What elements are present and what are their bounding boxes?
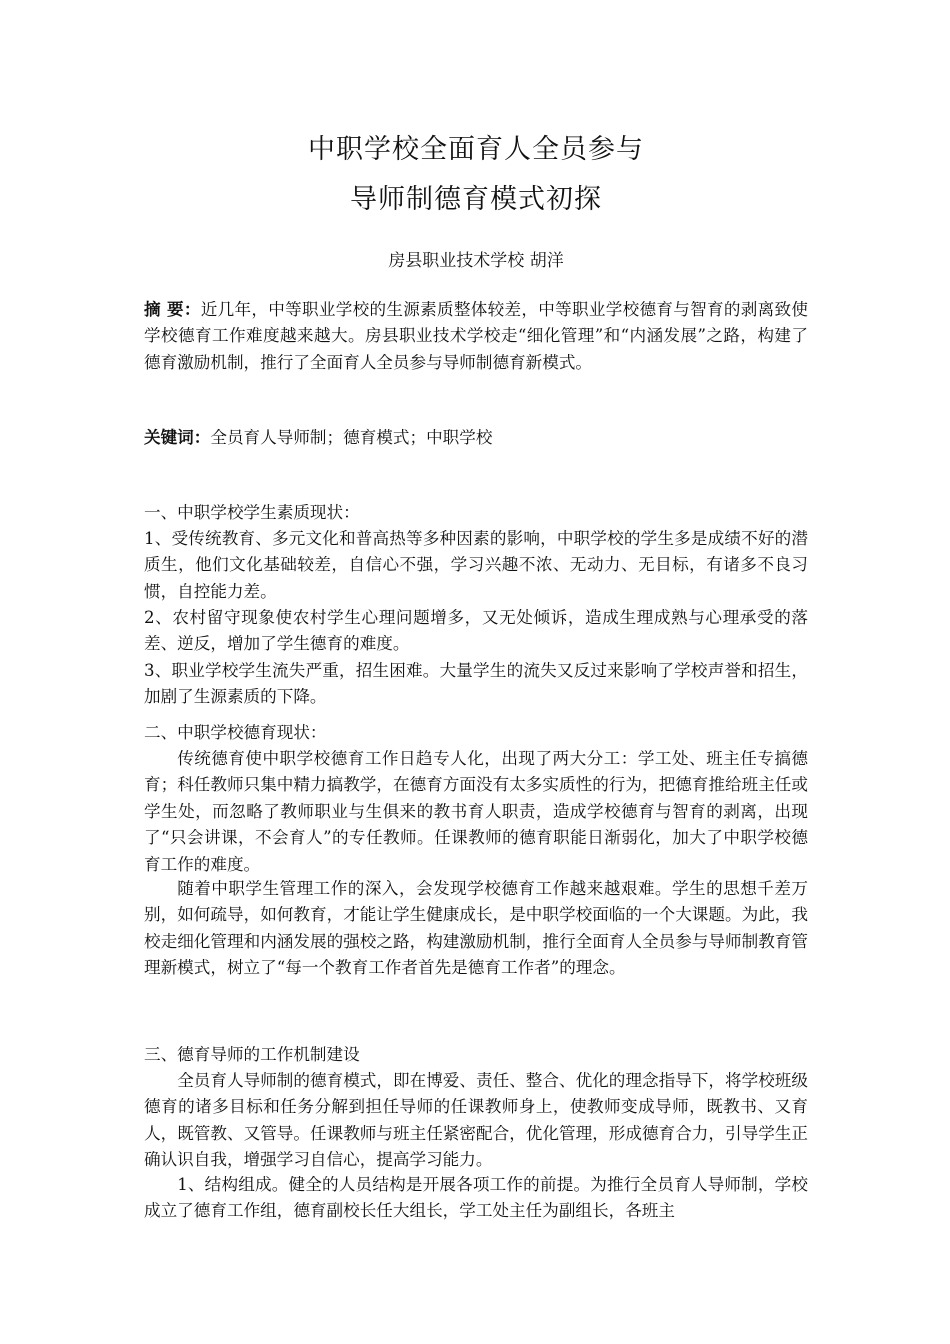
section-3-paragraph-2: 1、结构组成。健全的人员结构是开展各项工作的前提。为推行全员育人导师制，学校成立了德育工作组，德育副校长任大组长，学工处主任为副组长，各班主: [144, 1175, 808, 1221]
document-title-line-1: 中职学校全面育人全员参与: [308, 134, 644, 165]
section-1-heading: 一、中职学校学生素质现状：: [144, 503, 360, 522]
section-2-paragraph-2: 随着中职学生管理工作的深入，会发现学校德育工作越来越艰难。学生的思想千差万别，如何疏导，如何教育，才能让学生健康成长，是中职学校面临的一个大课题。为此，我校走细化管理和内涵发展的强校之路，构建激励机制，推行全面育人全员参与导师制教育管理新模式，树立了“每一个教育工作者首先是德育工作者”的理念。: [144, 879, 808, 978]
keywords-text: 全员育人导师制；德育模式；中职学校: [210, 428, 493, 447]
section-3-heading: 三、德育导师的工作机制建设: [144, 1045, 360, 1064]
keywords: [144, 424, 808, 451]
abstract-text: 近几年，中等职业学校的生源素质整体较差，中等职业学校德育与智育的剥离致使学校德育工作难度越来越大。房县职业技术学校走“细化管理”和“内涵发展”之路，构建了德育激励机制，推行了全面育人全员参与导师制德育新模式。: [144, 300, 809, 372]
section-2-heading: 二、中职学校德育现状：: [144, 723, 327, 742]
section-1-item-1: 1、受传统教育、多元文化和普高热等多种因素的影响，中职学校的学生多是成绩不好的潜质生，他们文化基础较差，自信心不强，学习兴趣不浓、无动力、无目标，有诸多不良习惯，自控能力差。: [144, 529, 808, 601]
section-1-item-2: 2、农村留守现象使农村学生心理问题增多，又无处倾诉，造成生理成熟与心理承受的落差、逆反，增加了学生德育的难度。: [144, 608, 808, 654]
abstract-label: 摘 要：: [144, 299, 201, 319]
section-3-paragraph-1: 全员育人导师制的德育模式，即在博爱、责任、整合、优化的理念指导下，将学校班级德育的诸多目标和任务分解到担任导师的任课教师身上，使教师变成导师，既教书、又育人，既管教、又管导。任课教师与班主任紧密配合，优化管理，形成德育合力，引导学生正确认识自我，增强学习自信心，提高学习能力。: [144, 1071, 808, 1170]
keywords-label: 关键词：: [144, 427, 211, 447]
document-title-line-2: 导师制德育模式初探: [350, 184, 602, 215]
section-1-item-3: 3、职业学校学生流失严重，招生困难。大量学生的流失又反过来影响了学校声誉和招生，加剧了生源素质的下降。: [144, 661, 808, 707]
author-line: 房县职业技术学校 胡洋: [388, 251, 564, 271]
abstract: [144, 296, 808, 376]
section-2-paragraph-1: 传统德育使中职学校德育工作日趋专人化，出现了两大分工：学工处、班主任专搞德育；科任教师只集中精力搞教学，在德育方面没有太多实质性的行为，把德育推给班主任或学生处，而忽略了教师职业与生俱来的教书育人职责，造成学校德育与智育的剥离，出现了“只会讲课，不会育人”的专任教师。任课教师的德育职能日渐弱化，加大了中职学校德育工作的难度。: [144, 749, 808, 874]
